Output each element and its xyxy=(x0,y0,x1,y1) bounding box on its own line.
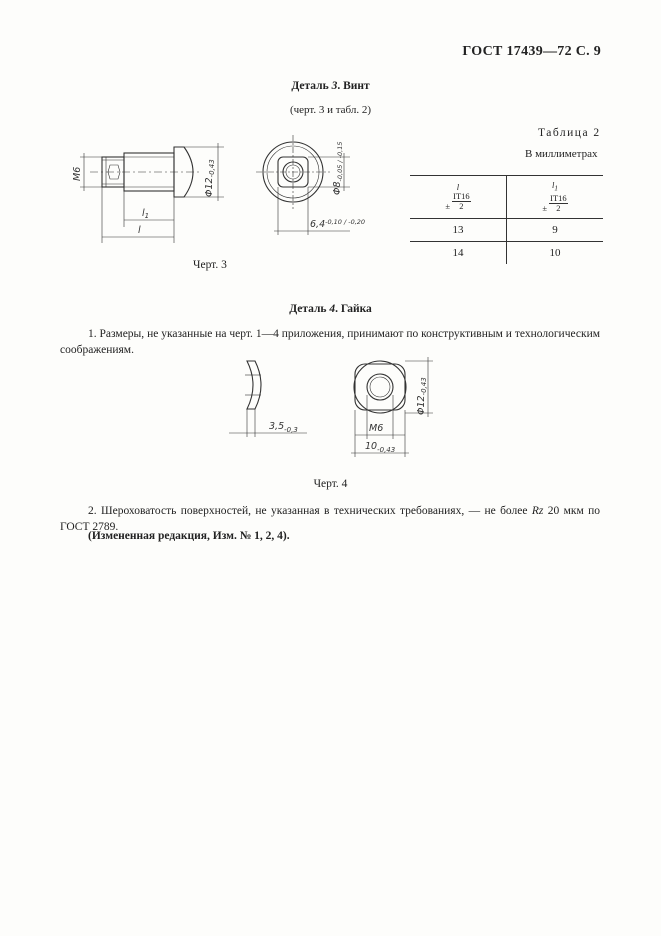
detail3-reference: (черт. 3 и табл. 2) xyxy=(289,104,372,116)
dim-nut-width: $10_{-0,43}$ xyxy=(365,441,396,454)
detail4-title: Деталь 4. Гайка xyxy=(289,303,372,315)
screw-side-view xyxy=(90,147,200,197)
dim-shank-dia: $\Phi 8_{-0,05 / -0,15}$ xyxy=(332,141,344,195)
drawing-4-caption: Черт. 4 xyxy=(313,478,348,490)
table-row: 14 10 xyxy=(410,242,603,265)
drawing-4-nut xyxy=(215,355,455,465)
page-header-ref: ГОСТ 17439—72 С. 9 xyxy=(462,44,601,59)
table2-col-l: l ± $\frac{IT16}{2}$ xyxy=(410,176,507,219)
dim-thread-m6: M6 xyxy=(72,166,83,181)
dim-nut-thickness: $3,5_{-0,3}$ xyxy=(269,421,298,434)
drawing-3-caption: Черт. 3 xyxy=(193,259,227,271)
nut-side-view xyxy=(245,361,261,409)
dim-slot-width: $6,4^{-0,10 / -0,20}$ xyxy=(310,218,366,230)
drawing-3-screw xyxy=(60,125,370,250)
dim-l1: $l_1$ xyxy=(142,208,150,220)
detail4-para1: 1. Размеры, не указанные на черт. 1—4 приложения, принимают по конструктивным и технологическим соображениям. xyxy=(60,328,600,356)
amendment-note: (Измененная редакция, Изм. № 1, 2, 4). xyxy=(88,530,290,542)
screw-end-view xyxy=(256,135,330,209)
detail3-title: Деталь 3. Винт xyxy=(291,80,370,92)
dim-l: l xyxy=(138,225,141,236)
table2 xyxy=(410,175,603,264)
table-row: 13 9 xyxy=(410,219,603,242)
table2-label: Таблица 2 xyxy=(538,127,601,139)
detail4-para2: 2. Шероховатость поверхностей, не указанная в технических требованиях, — не более Rz 20 мкм по ГОСТ 2789. xyxy=(60,505,601,533)
table2-units: В миллиметрах xyxy=(525,148,598,160)
table2-col-l1: $l_1$ ± $\frac{IT16}{2}$ xyxy=(507,176,604,219)
nut-front-view xyxy=(354,361,406,413)
dim-nut-thread: M6 xyxy=(369,423,384,434)
dim-head-dia: $\Phi 12_{-0,43}$ xyxy=(204,159,216,197)
dim-nut-dia: $\Phi 12_{-0,43}$ xyxy=(416,377,428,415)
